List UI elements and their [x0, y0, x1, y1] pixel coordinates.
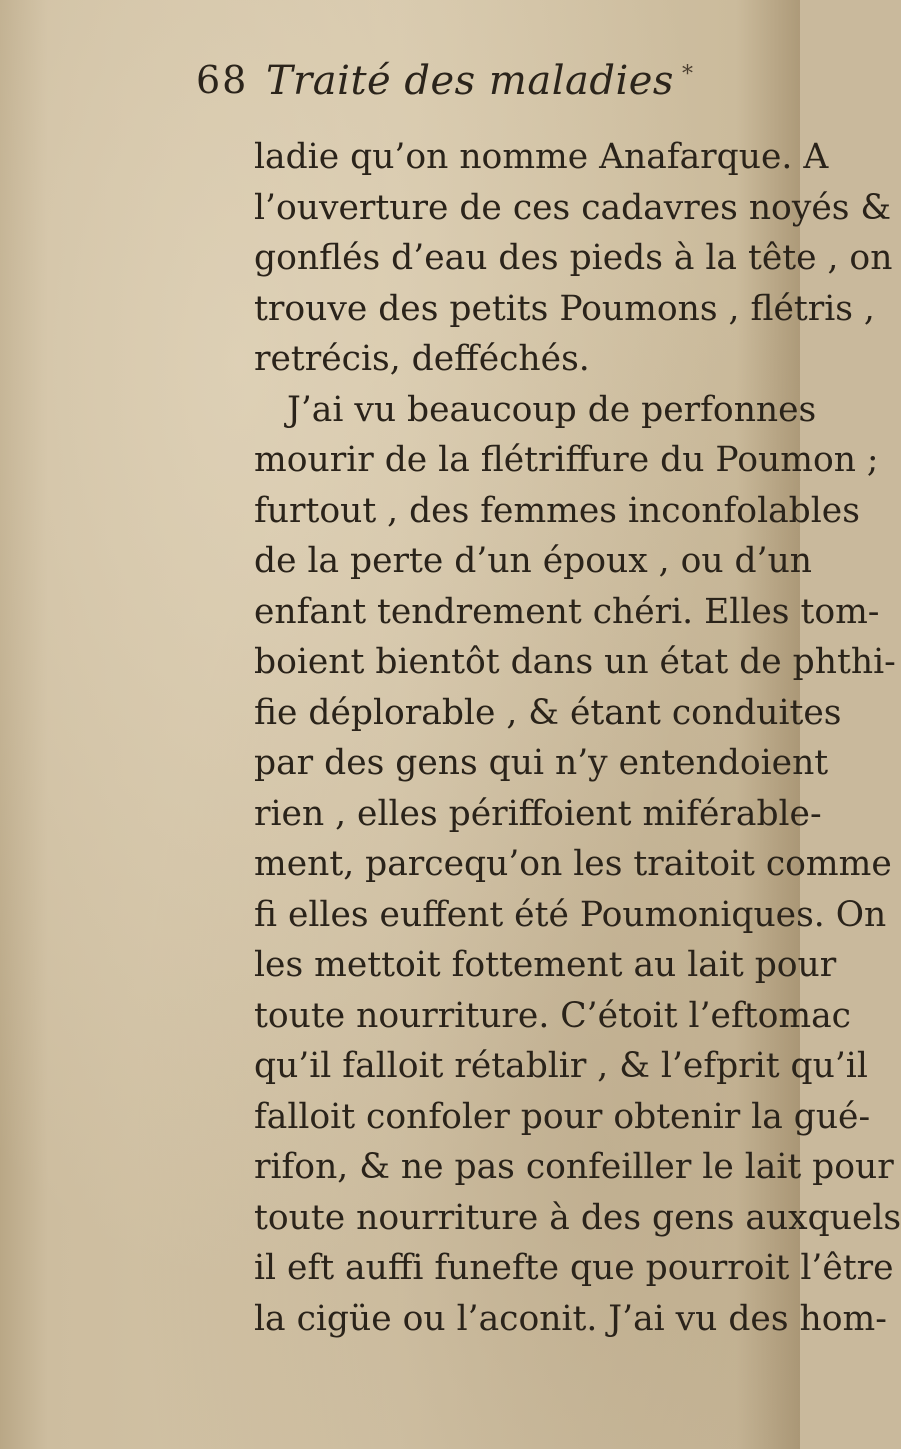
running-title: Traité des maladies: [266, 58, 674, 104]
text-line-15: ment, parcequ’on les traitoit comme: [254, 844, 892, 884]
text-line-2: l’ouverture de ces cadavres noyés &: [254, 187, 892, 228]
text-line-23: il eft auffi funefte que pourroit l’être: [254, 1248, 894, 1288]
text-line-6: J’ai vu beaucoup de perfonnes: [287, 389, 817, 430]
page-header: [196, 58, 756, 118]
text-line-13: par des gens qui n’y entendoient: [254, 743, 829, 783]
text-line-16: fi elles euffent été Poumoniques. On: [254, 894, 887, 935]
text-line-4: trouve des petits Poumons , flétris ,: [254, 288, 875, 329]
text-line-22: toute nourriture à des gens auxquels: [254, 1197, 901, 1238]
text-line-11: boient bientôt dans un état de phthi-: [254, 642, 896, 682]
text-line-14: rien , elles périffoient miférable-: [254, 793, 822, 834]
text-line-5: retrécis, defféchés.: [254, 339, 590, 379]
text-line-20: falloit confoler pour obtenir la gué-: [254, 1096, 871, 1137]
text-line-24: la cigüe ou l’aconit. J’ai vu des hom-: [254, 1298, 887, 1339]
header-mark: *: [682, 62, 693, 87]
text-line-7: mourir de la flétriffure du Poumon ;: [254, 440, 879, 480]
text-line-12: fie déplorable , & étant conduites: [254, 692, 842, 733]
text-line-18: toute nourriture. C’étoit l’eftomac: [254, 995, 851, 1036]
text-line-9: de la perte d’un époux , ou d’un: [254, 541, 813, 581]
text-line-3: gonflés d’eau des pieds à la tête , on: [254, 238, 893, 278]
text-line-17: les mettoit fottement au lait pour: [254, 945, 837, 985]
body-text: [254, 132, 901, 1344]
page-number: 68: [196, 58, 249, 102]
text-line-19: qu’il falloit rétablir , & l’efprit qu’il: [254, 1046, 868, 1086]
text-line-8: furtout , des femmes inconfolables: [254, 490, 860, 531]
text-line-10: enfant tendrement chéri. Elles tom-: [254, 591, 880, 632]
text-line-1: ladie qu’on nomme Anafarque. A: [254, 137, 829, 177]
text-line-21: rifon, & ne pas confeiller le lait pour: [254, 1147, 894, 1187]
